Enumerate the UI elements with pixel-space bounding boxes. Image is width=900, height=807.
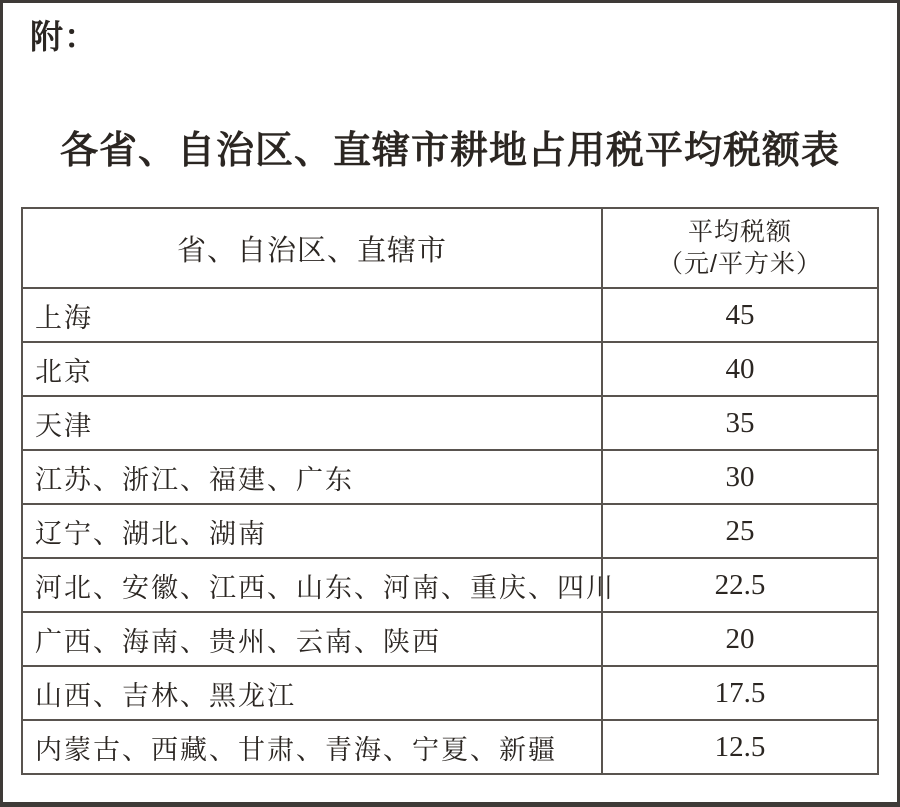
amount-cell: 25 xyxy=(602,504,878,558)
table-row xyxy=(22,720,878,774)
region-cell: 上海 xyxy=(22,288,602,342)
amount-header-line2: （元/平方米） xyxy=(658,250,822,278)
region-cell: 北京 xyxy=(22,342,602,396)
attachment-label: 附： xyxy=(30,20,98,56)
page-title: 各省、自治区、直辖市耕地占用税平均税额表 xyxy=(59,130,840,172)
tax-table xyxy=(21,207,879,775)
table-row xyxy=(22,396,878,450)
table-body xyxy=(22,288,878,774)
region-cell: 辽宁、湖北、湖南 xyxy=(22,504,602,558)
amount-column-header xyxy=(602,208,878,288)
amount-cell: 12.5 xyxy=(602,720,878,774)
region-cell: 江苏、浙江、福建、广东 xyxy=(22,450,602,504)
region-column-header: 省、自治区、直辖市 xyxy=(22,208,602,288)
amount-cell: 45 xyxy=(602,288,878,342)
table-row xyxy=(22,666,878,720)
amount-cell: 17.5 xyxy=(602,666,878,720)
region-cell: 河北、安徽、江西、山东、河南、重庆、四川 xyxy=(22,558,602,612)
amount-cell: 35 xyxy=(602,396,878,450)
table-row xyxy=(22,450,878,504)
region-cell: 内蒙古、西藏、甘肃、青海、宁夏、新疆 xyxy=(22,720,602,774)
region-cell: 山西、吉林、黑龙江 xyxy=(22,666,602,720)
region-cell: 广西、海南、贵州、云南、陕西 xyxy=(22,612,602,666)
region-cell: 天津 xyxy=(22,396,602,450)
table-row xyxy=(22,558,878,612)
amount-cell: 22.5 xyxy=(602,558,878,612)
amount-cell: 40 xyxy=(602,342,878,396)
table-row xyxy=(22,288,878,342)
table-header-row xyxy=(22,208,878,288)
amount-cell: 20 xyxy=(602,612,878,666)
amount-header-line1: 平均税额 xyxy=(687,217,792,246)
table-row xyxy=(22,342,878,396)
table-row xyxy=(22,504,878,558)
amount-cell: 30 xyxy=(602,450,878,504)
table-row xyxy=(22,612,878,666)
